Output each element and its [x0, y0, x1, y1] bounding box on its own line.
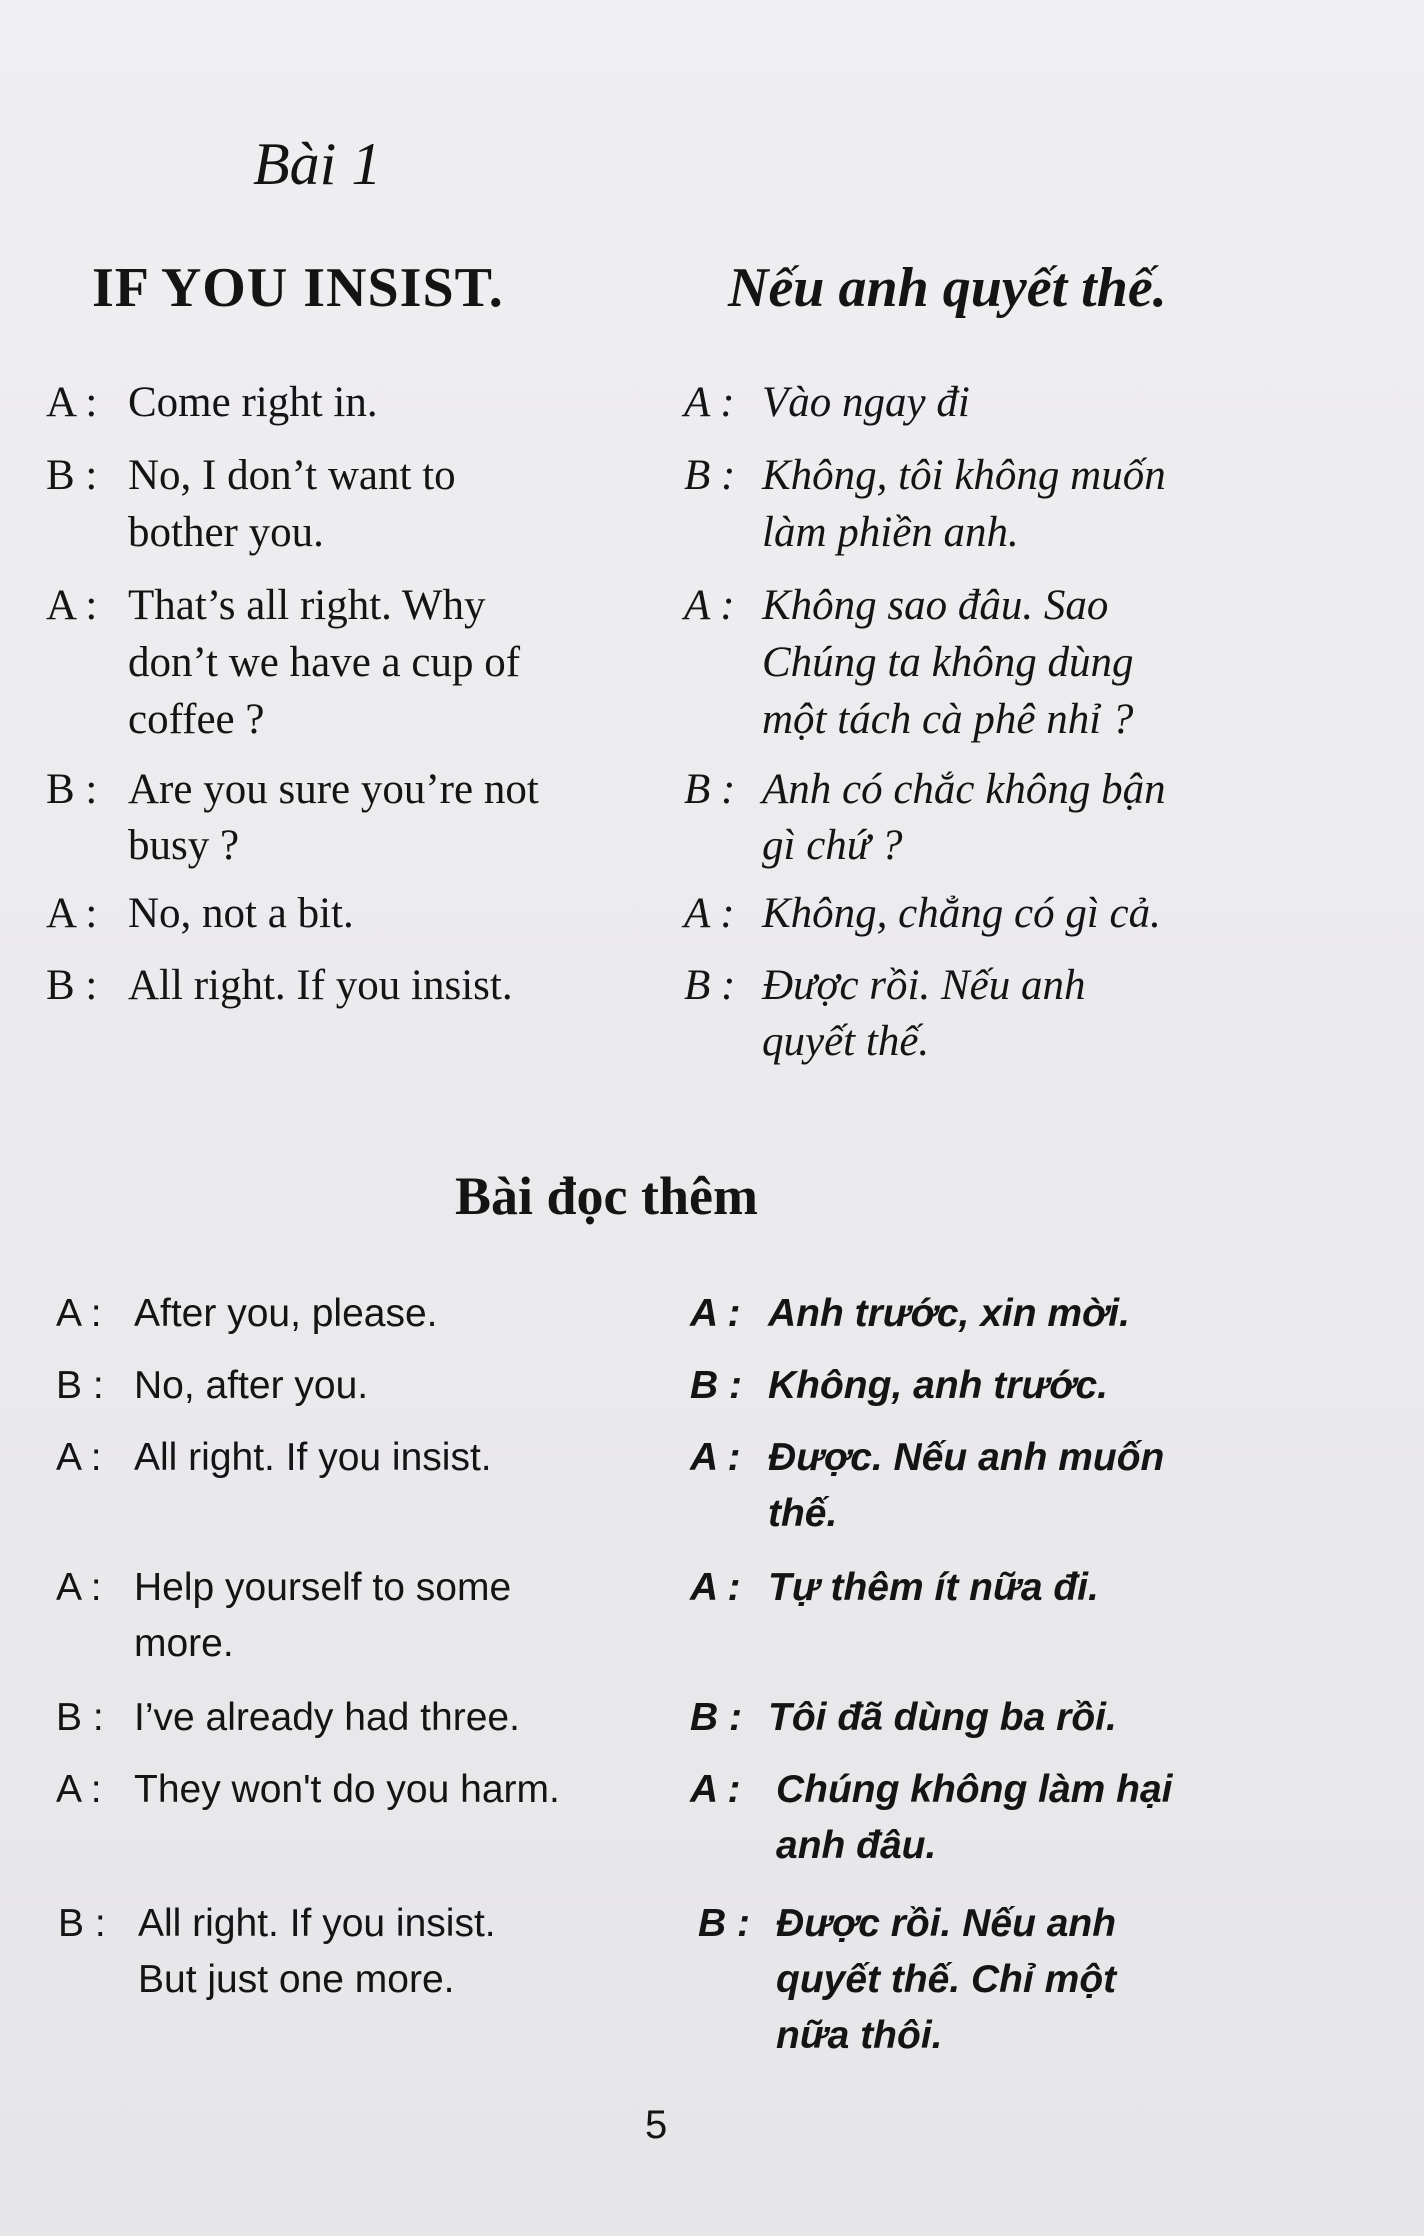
speaker-label-vi: A :	[684, 379, 735, 426]
vietnamese-line: Không, anh trước.	[768, 1364, 1109, 1407]
english-line: No, after you.	[134, 1364, 369, 1407]
speaker-label-vi: B :	[698, 1902, 750, 1945]
speaker-label: B :	[56, 1364, 104, 1407]
speaker-label: B :	[46, 452, 98, 499]
vietnamese-line: quyết thế.	[762, 1018, 930, 1065]
vietnamese-line: Chúng ta không dùng	[762, 639, 1134, 686]
speaker-label-vi: A :	[690, 1292, 741, 1335]
speaker-label-vi: B :	[684, 962, 736, 1009]
english-line: No, I don’t want to	[128, 452, 456, 499]
page-number: 5	[645, 2103, 668, 2147]
english-line: All right. If you insist.	[138, 1902, 496, 1945]
speaker-label: A :	[56, 1566, 102, 1609]
english-line: busy ?	[128, 822, 240, 869]
speaker-label: A :	[46, 890, 98, 937]
speaker-label-vi: A :	[690, 1566, 741, 1609]
english-line: No, not a bit.	[128, 890, 354, 937]
speaker-label-vi: B :	[690, 1696, 742, 1739]
vietnamese-line: Không, chẳng có gì cả.	[762, 890, 1161, 937]
vietnamese-line: nữa thôi.	[776, 2014, 943, 2057]
speaker-label: A :	[56, 1292, 102, 1335]
speaker-label-vi: A :	[690, 1436, 741, 1479]
english-line: don’t we have a cup of	[128, 639, 521, 686]
reading-section-title: Bài đọc thêm	[455, 1166, 758, 1226]
english-line: more.	[134, 1622, 234, 1665]
vietnamese-line: Được rồi. Nếu anh	[776, 1902, 1117, 1945]
vietnamese-line: một tách cà phê nhỉ ?	[762, 696, 1134, 743]
vietnamese-line: làm phiền anh.	[762, 509, 1019, 556]
speaker-label: A :	[56, 1768, 102, 1811]
vietnamese-line: Được rồi. Nếu anh	[762, 962, 1086, 1009]
speaker-label-vi: B :	[684, 766, 736, 813]
vietnamese-line: Không, tôi không muốn	[762, 452, 1166, 499]
speaker-label: B :	[46, 962, 98, 1009]
vietnamese-line: thế.	[768, 1492, 838, 1535]
speaker-label: A :	[56, 1436, 102, 1479]
english-line: I’ve already had three.	[134, 1696, 520, 1739]
title-english: IF YOU INSIST.	[92, 257, 504, 319]
speaker-label-vi: A :	[684, 890, 735, 937]
english-line: Come right in.	[128, 379, 378, 426]
english-line: That’s all right. Why	[128, 582, 486, 629]
vietnamese-line: Vào ngay đi	[762, 379, 970, 426]
lesson-label: Bài 1	[253, 131, 382, 197]
speaker-label-vi: B :	[684, 452, 736, 499]
title-vietnamese: Nếu anh quyết thế.	[728, 257, 1167, 319]
vietnamese-line: Được. Nếu anh muốn	[768, 1436, 1165, 1479]
english-line: Help yourself to some	[134, 1566, 512, 1609]
vietnamese-line: Chúng không làm hại	[776, 1768, 1173, 1811]
speaker-label-vi: A :	[684, 582, 735, 629]
vietnamese-line: Tôi đã dùng ba rồi.	[768, 1696, 1117, 1739]
speaker-label: B :	[46, 766, 98, 813]
speaker-label-vi: A :	[690, 1768, 741, 1811]
vietnamese-line: quyết thế. Chỉ một	[776, 1958, 1117, 2001]
english-line: They won't do you harm.	[134, 1768, 560, 1811]
speaker-label-vi: B :	[690, 1364, 742, 1407]
vietnamese-line: Anh trước, xin mời.	[768, 1292, 1130, 1335]
vietnamese-line: Không sao đâu. Sao	[762, 582, 1109, 629]
vietnamese-line: gì chứ ?	[762, 822, 903, 869]
english-line: After you, please.	[134, 1292, 438, 1335]
vietnamese-line: anh đâu.	[776, 1824, 937, 1867]
vietnamese-line: Tự thêm ít nữa đi.	[768, 1566, 1099, 1609]
speaker-label: B :	[56, 1696, 104, 1739]
english-line: coffee ?	[128, 696, 265, 743]
english-line: All right. If you insist.	[134, 1436, 492, 1479]
english-line: Are you sure you’re not	[128, 766, 539, 813]
vietnamese-line: Anh có chắc không bận	[762, 766, 1166, 813]
speaker-label: B :	[58, 1902, 106, 1945]
speaker-label: A :	[46, 379, 98, 426]
english-line: All right. If you insist.	[128, 962, 513, 1009]
speaker-label: A :	[46, 582, 98, 629]
english-line: But just one more.	[138, 1958, 455, 2001]
english-line: bother you.	[128, 509, 324, 556]
